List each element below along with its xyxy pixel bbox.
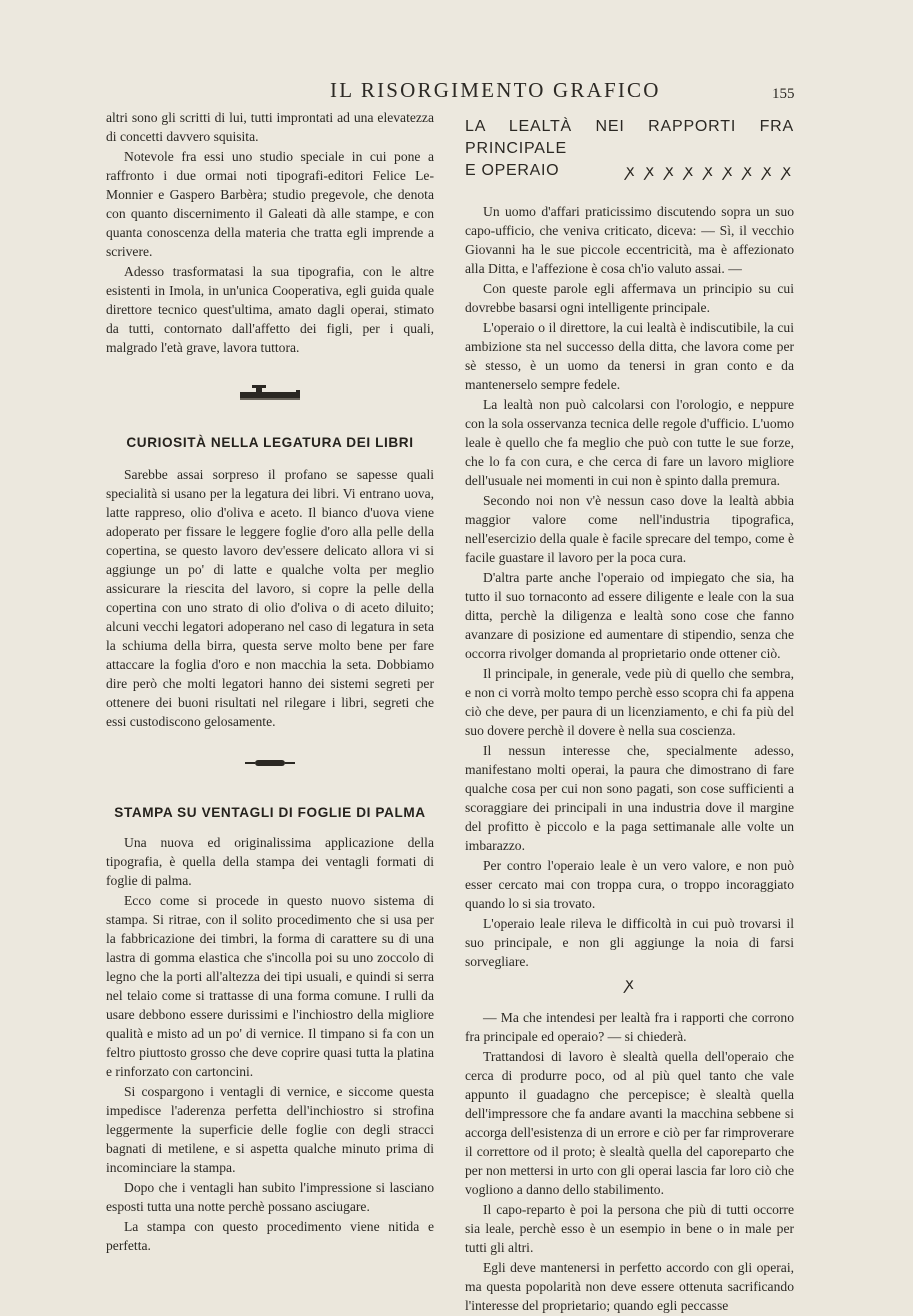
paragraph: La lealtà non può calcolarsi con l'orologio, e neppure con la sola osservanza tecnica delle regole d'ufficio. L'uomo leale è quello che fa meglio che può con tutte le sue forze, che lo fa con cura, e che cerca di fare un lavoro migliore dell'usuale nei momenti in cui non è spinto dalla premura. <box>465 397 794 488</box>
title-ornaments: ꭗ ꭗ ꭗ ꭗ ꭗ ꭗ ꭗ ꭗ ꭗ <box>625 161 794 180</box>
section-separator: ꭗ <box>625 976 634 993</box>
ink-roller-icon <box>245 757 295 769</box>
paragraph: altri sono gli scritti di lui, tutti improntati ad una elevatezza di concetti davvero squisita. <box>106 110 434 144</box>
paragraph: L'operaio o il direttore, la cui lealtà è indiscutibile, la cui ambizione sta nel successo della ditta, che lavora come per sè stesso, è un uomo da tenersi in gran conto e da mantenerselo sempre fedele. <box>465 320 794 392</box>
composing-stick-ornament <box>106 383 434 403</box>
composing-stick-icon <box>238 383 302 403</box>
article-title-line1: LA LEALTÀ NEI RAPPORTI FRA PRINCIPALE <box>465 118 794 157</box>
paragraph: Trattandosi di lavoro è slealtà quella dell'operaio che cerca di produrre poco, od al più quel tanto che vale appunto il guadagno che percepisce; è slealtà quella dell'impressore che fa andare avanti la macchina sebbene si accorga dell'esistenza di un errore e ciò per far rimproverare il correttore od il proto; è slealtà quella del caporeparto che per non mettersi in urto con gli operai lascia far loro ciò che vogliono a danno dello stabilimento. <box>465 1049 794 1197</box>
left-column <box>106 108 434 1256</box>
paragraph: Adesso trasformatasi la sua tipografia, con le altre esistenti in Imola, in un'unica Cooperativa, egli guida quale direttore tecnico quest'ultima, amato dagli operai, stimato da tutti, contornato dall'affetto dei figli, per i quali, malgrado l'età grave, lavora tuttora. <box>106 264 434 355</box>
article-title-line2: E OPERAIO <box>465 162 560 179</box>
paragraph: — Ma che intendesi per lealtà fra i rapporti che corrono fra principale ed operaio? — si chiederà. <box>465 1010 794 1044</box>
article-title <box>465 116 794 182</box>
section-title-legatura: CURIOSITÀ NELLA LEGATURA DEI LIBRI <box>126 435 414 450</box>
paragraph: Ecco come si procede in questo nuovo sistema di stampa. Si ritrae, con il solito procedimento che si usa per la fabbricazione dei timbri, la forma di carattere su di una lastra di gomma elastica che s'incolla poi su uno zoccolo di legno che la porti all'altezza dei tipi usuali, e quindi si serra nel telaio come si trattasse di una forma comune. I rulli da usare debbono essere durissimi e l'inchiostro della migliore qualità e misto ad un po' di vernice. Il timpano si fa con un feltro piuttosto grosso che deve coprire quasi tutta la platina e rinforzato con cartoncini. <box>106 893 434 1079</box>
right-column <box>465 112 794 1316</box>
paragraph: Si cospargono i ventagli di vernice, e siccome questa impedisce l'aderenza perfetta dell'inchiostro si strofina leggermente la superficie delle foglie con degli stracci bagnati di metilene, e si aspetta qualche minuto prima di incominciare la stampa. <box>106 1084 434 1175</box>
paragraph: Un uomo d'affari praticissimo discutendo sopra un suo capo-ufficio, che veniva criticato, diceva: — Sì, il vecchio Giovanni ha le sue piccole eccentricità, ma è affezionato alla Ditta, e l'affezione è cosa ch'io valuto assai. — <box>465 204 794 276</box>
paragraph: Sarebbe assai sorpreso il profano se sapesse quali specialità si usano per la legatura dei libri. Vi entrano uova, latte rappreso, olio d'oliva e aceto. Il bianco d'uova viene adoperato per fissare le leggere foglie d'oro alla pelle della copertina, se questo lavoro dev'essere delicato allora vi si aggiunge un po' di latte e qualche volta per meglio assicurare la riescita del lavoro, si copre la pelle della copertina con uno strato di olio d'oliva o di aceto diluito; alcuni vecchi legatori adoperano nel caso di legatura in seta la schiuma della birra, questa serve molto bene per fare attaccare la foglia d'oro e non macchia la seta. Dobbiamo dire però che molti legatori hanno dei sistemi segreti per ottenere dei buoni risultati nel rilegare i libri, segreti che essi custodiscono gelosamente. <box>106 467 434 729</box>
paragraph: La stampa con questo procedimento viene nitida e perfetta. <box>106 1219 434 1253</box>
paragraph: Una nuova ed originalissima applicazione della tipografia, è quella della stampa dei ventagli formati di foglie di palma. <box>106 835 434 888</box>
paragraph: Con queste parole egli affermava un principio su cui dovrebbe basarsi ogni intelligente principale. <box>465 281 794 315</box>
roller-ornament <box>106 757 434 769</box>
paragraph: Il capo-reparto è poi la persona che più di tutti occorre sia leale, perchè esso è un esempio in bene o in male per tutti gli altri. <box>465 1202 794 1255</box>
paragraph: L'operaio leale rileva le difficoltà in cui può trovarsi il suo principale, e non gli aggiunge la noia di farsi sorvegliare. <box>465 916 794 969</box>
article-title-line2-row <box>465 160 794 182</box>
section-title-ventagli: STAMPA SU VENTAGLI DI FOGLIE DI PALMA <box>114 805 426 820</box>
paragraph: Il principale, in generale, vede più di quello che sembra, e non ci vorrà molto tempo perchè esso scopra chi fa appena ciò che deve, per paura di un licenziamento, e chi fa più del suo dovere perchè il dovere è nella sua coscienza. <box>465 666 794 738</box>
paragraph: Il nessun interesse che, specialmente adesso, manifestano molti operai, la paura che dimostrano di fare qualche cosa per cui non sono pagati, son cose sufficienti a scoraggiare dei principali in una industria dove il margine del profitto è piccolo e la paga settimanale alle volte un imbarazzo. <box>465 743 794 853</box>
paragraph: Per contro l'operaio leale è un vero valore, e non può esser cercato mai con troppa cura, o troppo incoraggiato quando lo si sia trovato. <box>465 858 794 911</box>
paragraph: Secondo noi non v'è nessun caso dove la lealtà abbia maggior valore come nell'industria tipografica, nell'esercizio della quale è facile sprecare del tempo, come è facile guastare il lavoro per la poca cura. <box>465 493 794 565</box>
paragraph: Egli deve mantenersi in perfetto accordo con gli operai, ma questa popolarità non deve essere ottenuta sacrificando l'interesse del proprietario; quando egli peccasse <box>465 1260 794 1313</box>
page-header <box>0 74 913 104</box>
paragraph: D'altra parte anche l'operaio od impiegato che sia, ha tutto il suo tornaconto ad essere diligente e leale con la sua ditta, perchè la diligenza e lealtà sono cose che fanno avanzare di posizione ed aumentare di stipendio, senza che occorra rivolger domanda al proprietario onde ottener ciò. <box>465 570 794 661</box>
running-title: IL RISORGIMENTO GRAFICO <box>330 78 661 102</box>
paragraph: Notevole fra essi uno studio speciale in cui pone a raffronto i due ormai noti tipografi-editori Felice Le-Monnier e Gaspero Barbèra; studio pregevole, che denota con quanto discernimento il Galeati dà alle stampe, e con quanta conoscenza della materia che tratta egli imprende a scrivere. <box>106 149 434 259</box>
paragraph: Dopo che i ventagli han subito l'impressione si lasciano esposti tutta una notte perchè possano asciugare. <box>106 1180 434 1214</box>
page-number: 155 <box>772 86 795 102</box>
